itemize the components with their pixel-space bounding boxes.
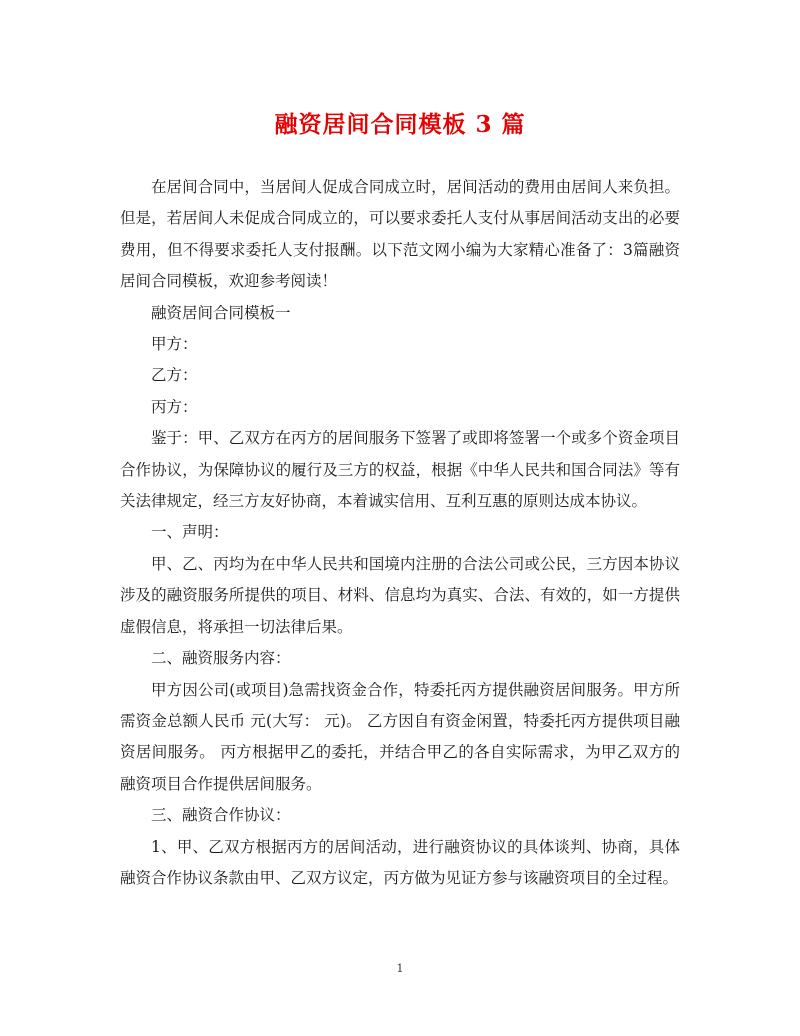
document-title: 融资居间合同模板 3 篇 (274, 111, 526, 138)
section-heading-services: 二、融资服务内容： (151, 649, 291, 668)
party-c-field: 丙方： (151, 397, 198, 416)
party-b-field: 乙方： (151, 366, 198, 385)
document-body (120, 172, 680, 894)
declaration-paragraph: 甲、乙、丙均为在中华人民共和国境内注册的合法公司或公民，三方因本协议涉及的融资服务所提供的项目、材料、信息均为真实、合法、有效的，如一方提供虚假信息，将承担一切法律后果。 (120, 554, 680, 636)
template-heading: 融资居间合同模板一 (151, 303, 291, 322)
party-a-field: 甲方： (151, 335, 198, 354)
section-heading-agreement: 三、融资合作协议： (151, 806, 291, 825)
section-heading-declaration: 一、声明： (151, 523, 229, 542)
agreement-clause-1: 1、甲、乙双方根据丙方的居间活动，进行融资协议的具体谈判、协商，具体融资合作协议条款由甲、乙双方议定，丙方做为见证方参与该融资项目的全过程。 (120, 837, 680, 887)
page-number: 1 (396, 962, 404, 975)
services-paragraph: 甲方因公司(或项目)急需找资金合作，特委托丙方提供融资居间服务。甲方所需资金总额人民币 元(大写： 元)。 乙方因自有资金闲置，特委托丙方提供项目融资居间服务。 丙方根据甲乙的委托，并结合甲乙的各自实际需求，为甲乙双方的融资项目合作提供居间服务。 (120, 680, 680, 793)
intro-paragraph: 在居间合同中，当居间人促成合同成立时，居间活动的费用由居间人来负担。但是，若居间人未促成合同成立的，可以要求委托人支付从事居间活动支出的必要费用，但不得要求委托人支付报酬。以下范文网小编为大家精心准备了：3篇融资居间合同模板，欢迎参考阅读！ (120, 178, 680, 291)
recital-paragraph: 鉴于：甲、乙双方在丙方的居间服务下签署了或即将签署一个或多个资金项目合作协议，为保障协议的履行及三方的权益，根据《中华人民共和国合同法》等有关法律规定，经三方友好协商，本着诚实信用、互利互惠的原则达成本协议。 (120, 429, 680, 511)
